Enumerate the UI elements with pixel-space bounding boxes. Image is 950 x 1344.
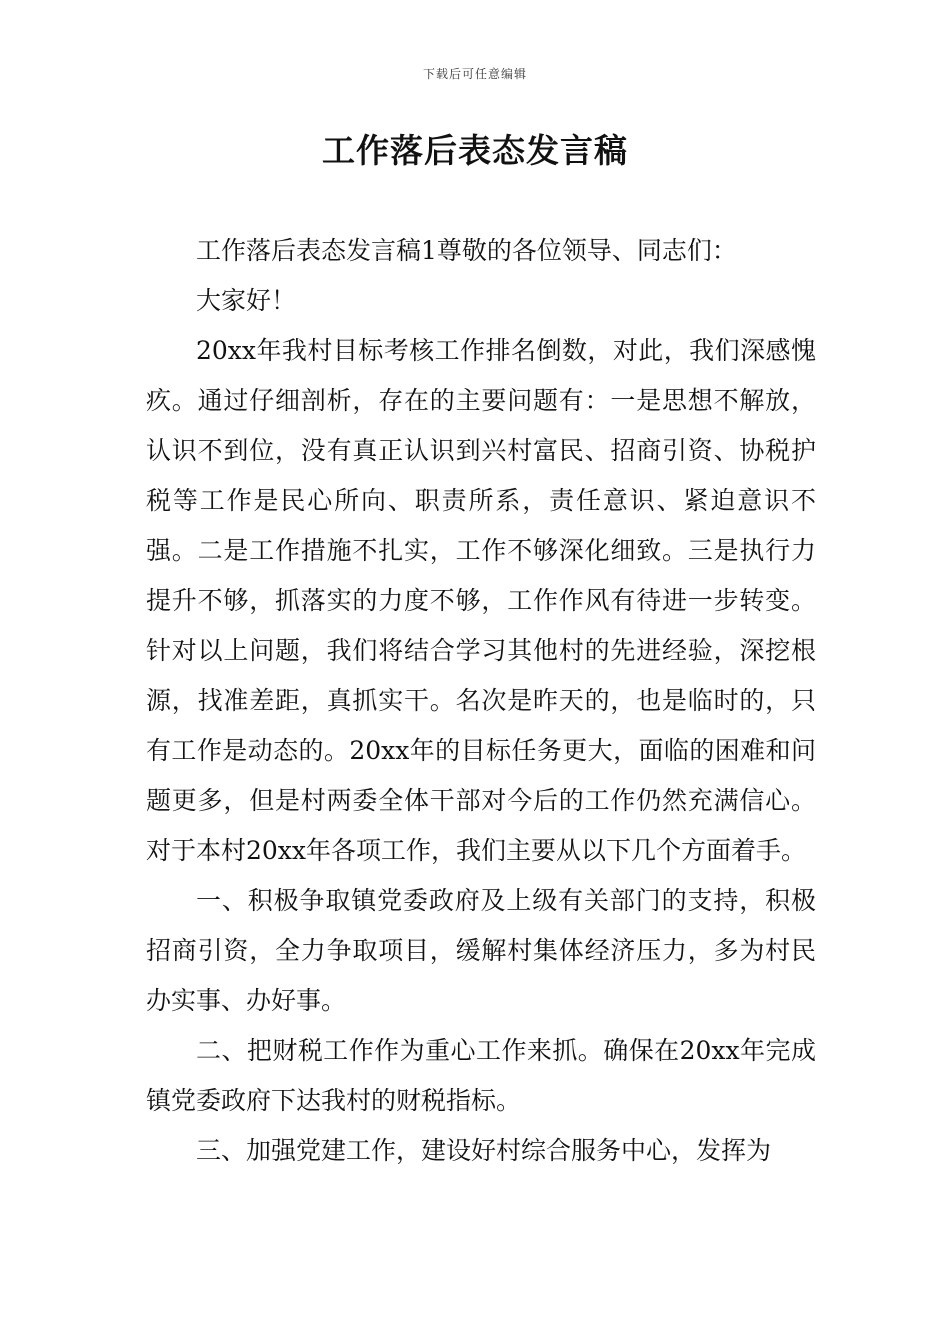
paragraph-hello: 大家好！	[196, 286, 297, 315]
paragraph-problems: 20xx年我村目标考核工作排名倒数，对此，我们深感愧疚。通过仔细剖析，存在的主要问题有：一是思想不解放，认识不到位，没有真正认识到兴村富民、招商引资、协税护税等工作是民心所向、职责所系，责任意识、紧迫意识不强。二是工作措施不扎实，工作不够深化细致。三是执行力提升不够，抓落实的力度不够，工作作风有待进一步转变。针对以上问题，我们将结合学习其他村的先进经验，深挖根源，找准差距，真抓实干。名次是昨天的，也是临时的，只有工作是动态的。20xx年的目标任务更大，面临的困难和问题更多，但是村两委全体干部对今后的工作仍然充满信心。对于本村20xx年各项工作，我们主要从以下几个方面着手。	[146, 336, 816, 865]
header-note: 下载后可任意编辑	[422, 67, 527, 81]
paragraph-point-three: 三、加强党建工作，建设好村综合服务中心，发挥为	[196, 1136, 772, 1165]
document-title: 工作落后表态发言稿	[322, 131, 628, 170]
document-body	[146, 226, 816, 1176]
paragraph-greeting-line: 工作落后表态发言稿1尊敬的各位领导、同志们：	[196, 236, 737, 265]
paragraph-point-one: 一、积极争取镇党委政府及上级有关部门的支持，积极招商引资，全力争取项目，缓解村集体经济压力，多为村民办实事、办好事。	[146, 886, 816, 1015]
paragraph-point-two: 二、把财税工作作为重心工作来抓。确保在20xx年完成镇党委政府下达我村的财税指标。	[146, 1036, 816, 1115]
